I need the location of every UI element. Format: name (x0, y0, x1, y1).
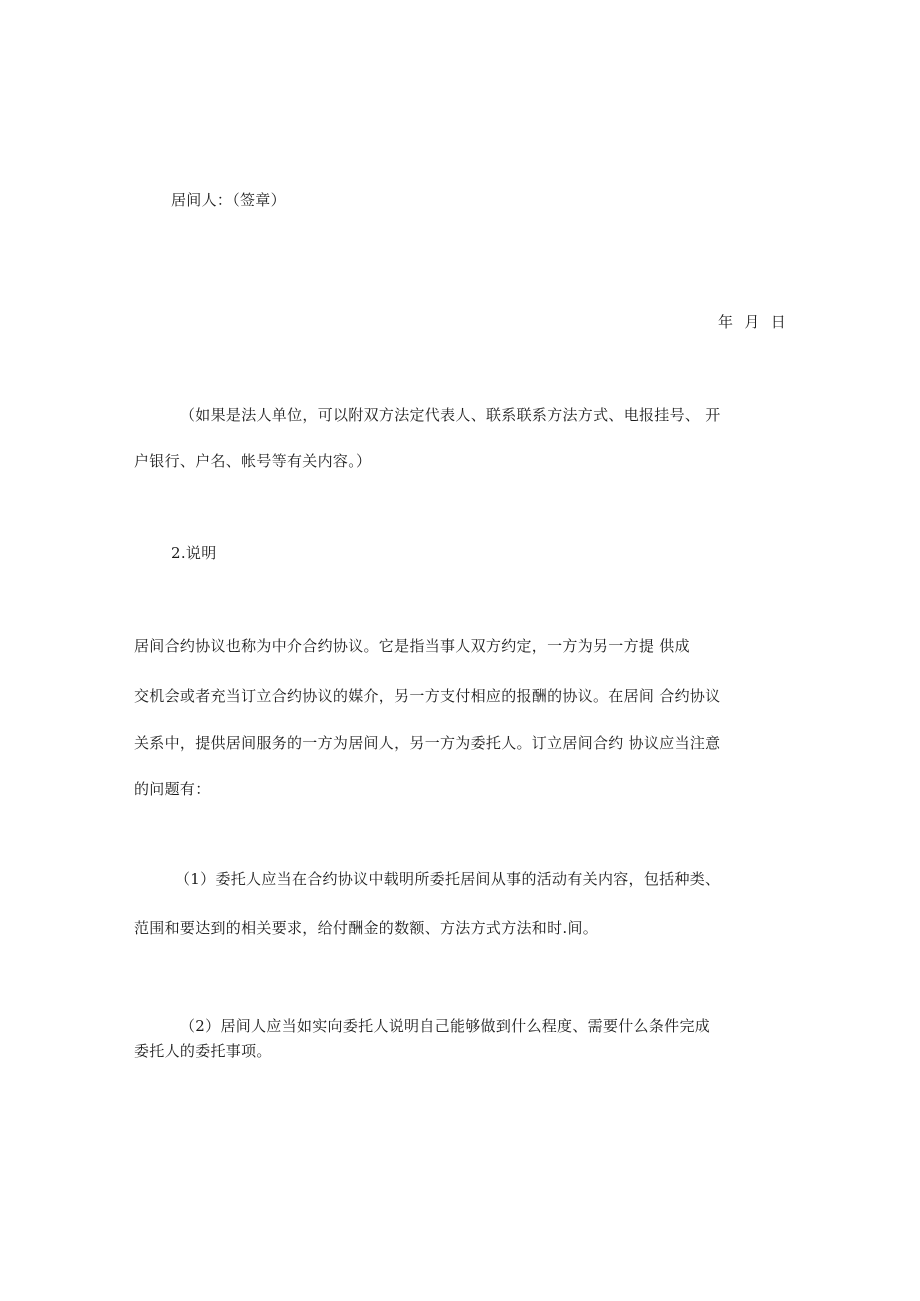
paragraph-line-2: 交机会或者充当订立合约协议的媒介，另一方支付相应的报酬的协议。在居间 合约协议 (134, 687, 721, 705)
note-line-2: 户银行、户名、帐号等有关内容。） (134, 452, 372, 470)
item-2-line-2: 委托人的委托事项。 (134, 1042, 272, 1060)
paragraph-line-4: 的问题有： (134, 780, 211, 798)
item-2-line-1: （2）居间人应当如实向委托人说明自己能够做到什么程度、需要什么条件完成 (180, 1017, 711, 1035)
note-line-1: （如果是法人单位，可以附双方法定代表人、联系联系方法方式、电报挂号、 开 (180, 406, 721, 424)
signature-label: 居间人：（签章） (171, 191, 286, 209)
date-line: 年 月 日 (718, 313, 787, 331)
paragraph-line-1: 居间合约协议也称为中介合约协议。它是指当事人双方约定，一方为另一方提 供成 (134, 637, 690, 655)
paragraph-line-3: 关系中，提供居间服务的一方为居间人，另一方为委托人。订立居间合约 协议应当注意 (134, 734, 721, 752)
section-heading: 2.说明 (171, 544, 217, 562)
item-1-line-1: （1）委托人应当在合约协议中载明所委托居间从事的活动有关内容，包括种类、 (175, 870, 721, 888)
item-1-line-2: 范围和要达到的相关要求，给付酬金的数额、方法方式方法和时.间。 (134, 919, 599, 937)
